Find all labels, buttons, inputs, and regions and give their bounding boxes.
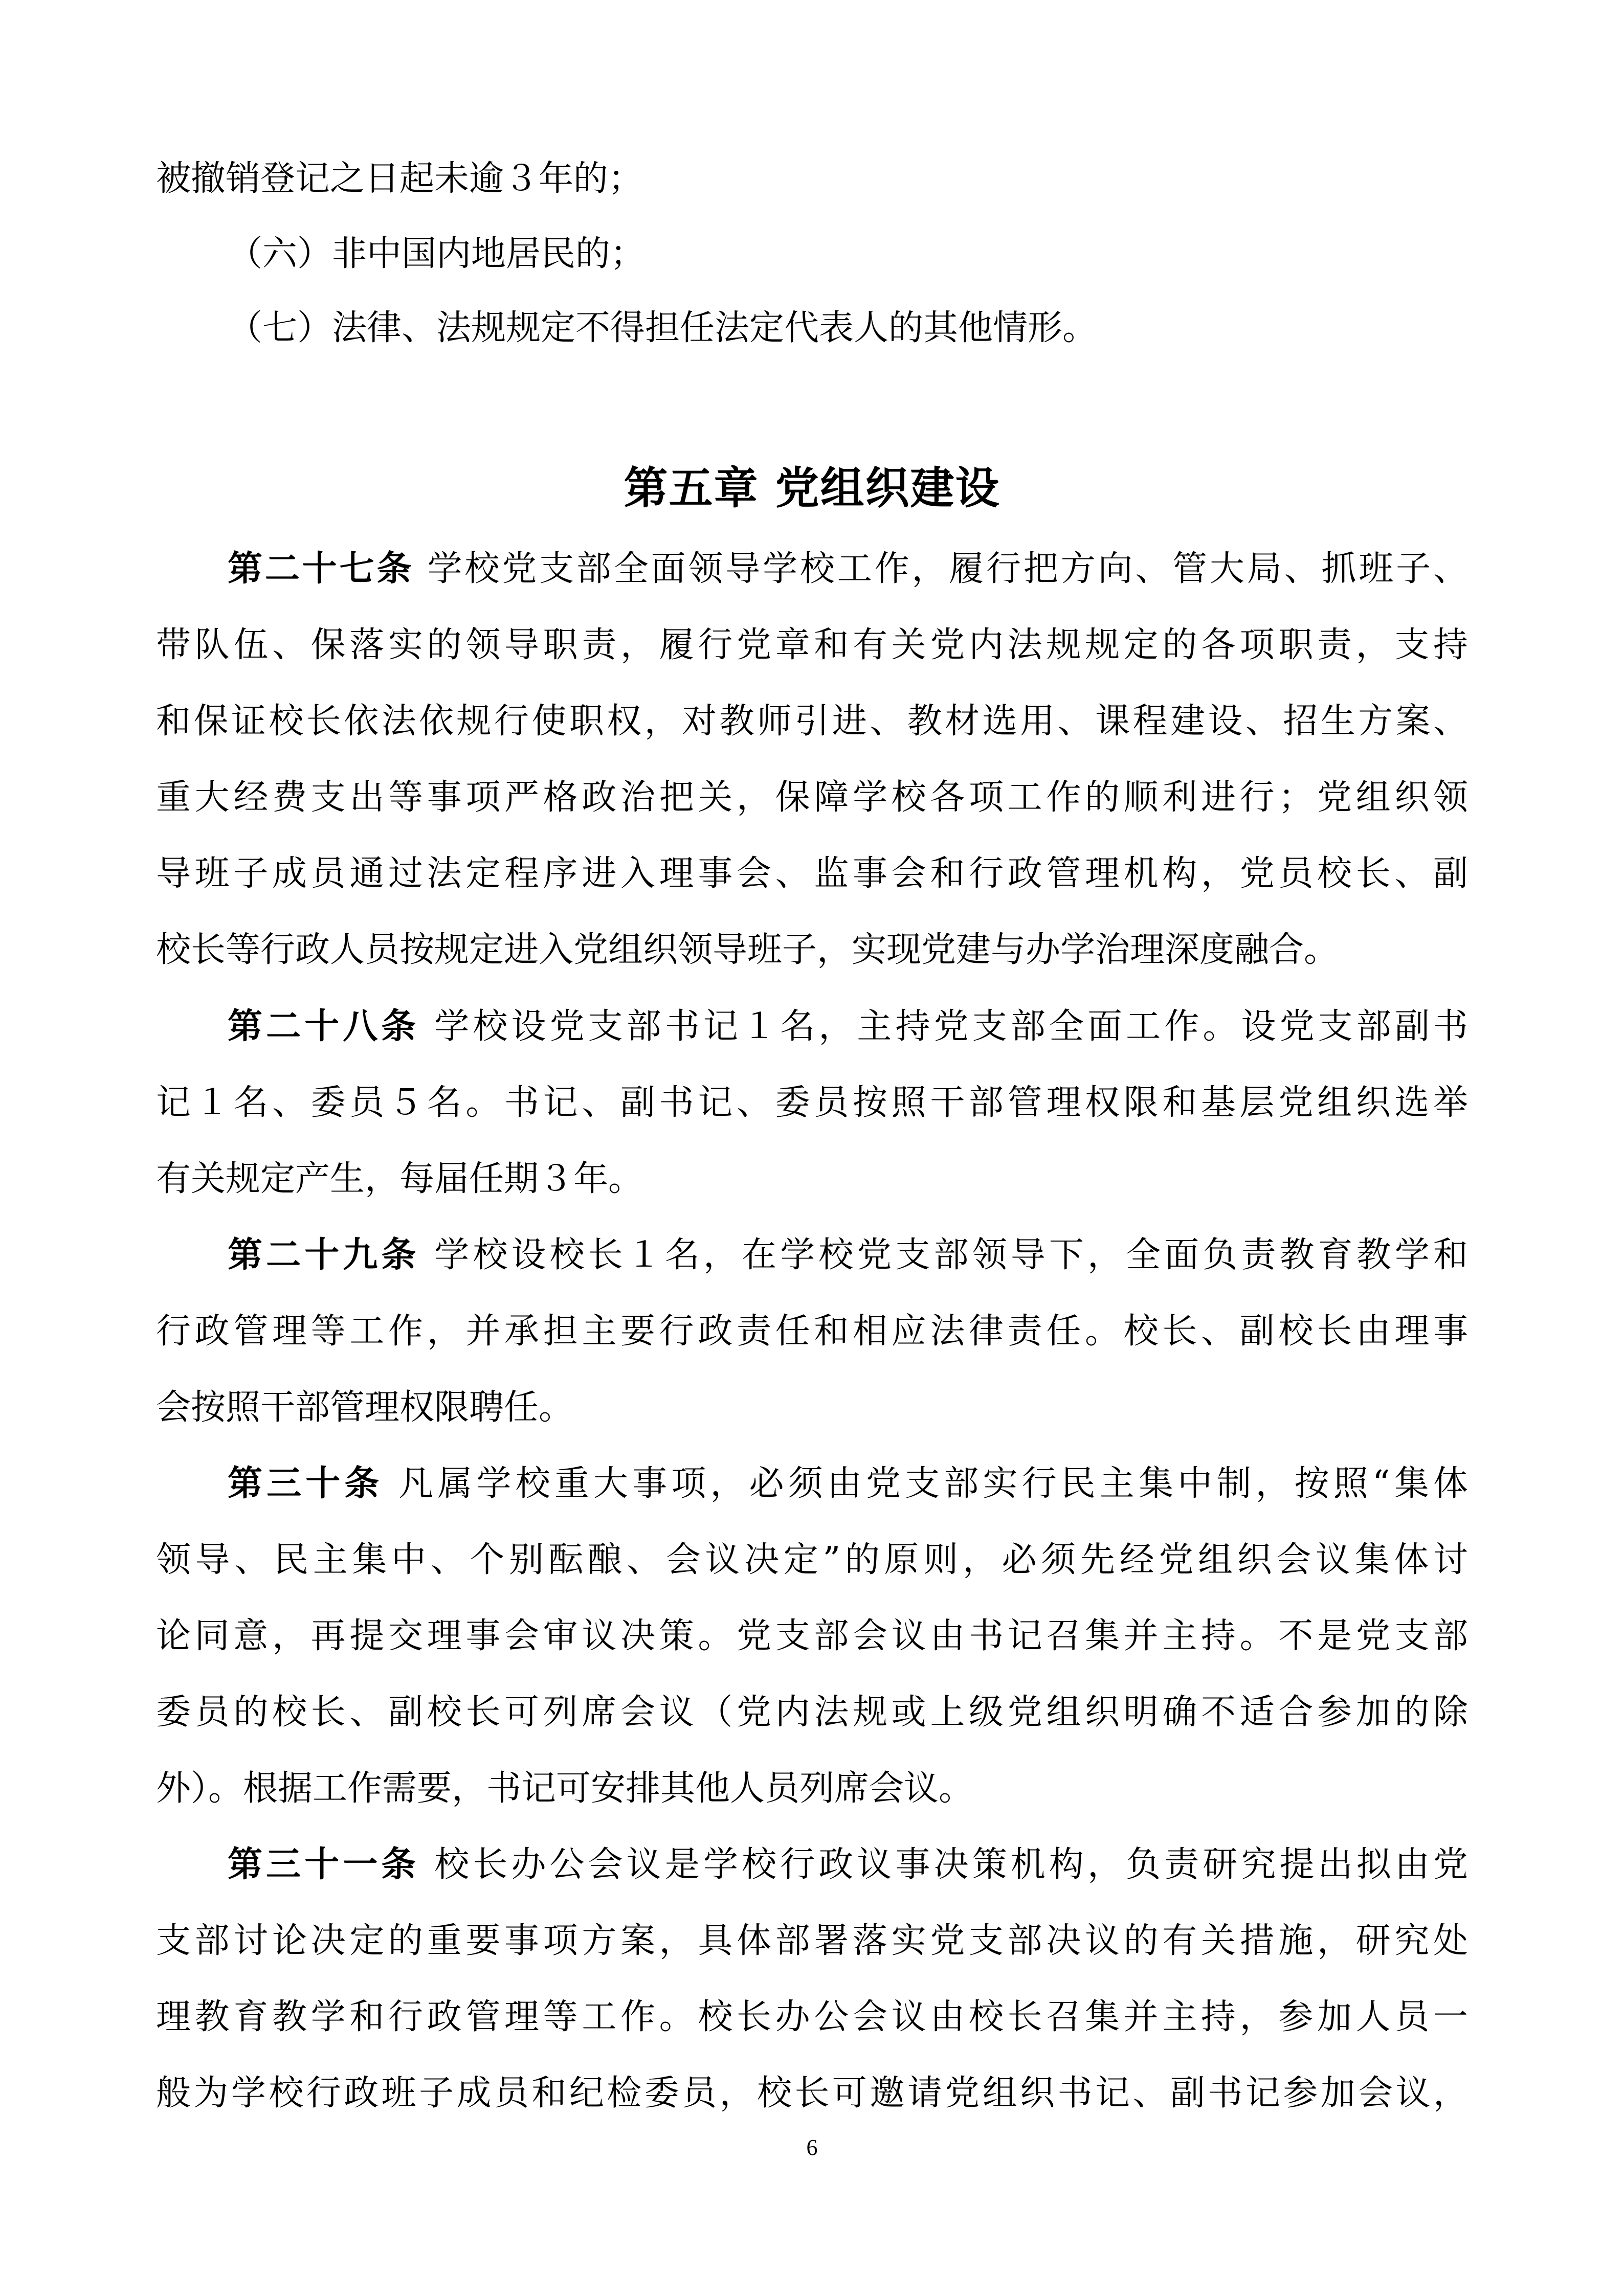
article-30-line-5: 外）。根据工作需要，书记可安排其他人员列席会议。 [156,1768,974,1809]
article-29-line-1 [228,1230,1468,1281]
article-30-line-3: 论同意，再提交理事会审议决策。党支部会议由书记召集并主持。不是党支部 [156,1616,1468,1656]
article-28-line-3: 有关规定产生，每届任期３年。 [156,1159,643,1199]
page-number: 6 [806,2135,818,2160]
chapter-title: 第五章 党组织建设 [624,463,1000,514]
article-27-line-3: 和保证校长依法依规行使职权，对教师引进、教材选用、课程建设、招生方案、 [156,701,1468,741]
article-label: 第二十八条 [228,1006,420,1047]
article-27-line-1 [228,544,1468,595]
article-text: 学校设校长１名，在学校党支部领导下，全面负责教育教学和 [419,1235,1468,1275]
article-text: 学校设党支部书记１名，主持党支部全面工作。设党支部副书 [419,1006,1468,1047]
article-29-line-2: 行政管理等工作，并承担主要行政责任和相应法律责任。校长、副校长由理事 [156,1311,1468,1352]
article-28-line-1 [228,1001,1468,1052]
article-30-line-1 [228,1458,1468,1510]
article-31-line-3: 理教育教学和行政管理等工作。校长办公会议由校长召集并主持，参加人员一 [156,1997,1468,2037]
article-text: 校长办公会议是学校行政议事决策机构，负责研究提出拟由党 [419,1844,1468,1885]
article-29-line-3: 会按照干部管理权限聘任。 [156,1387,574,1428]
continuation-line: 被撤销登记之日起未逾３年的； [156,159,643,199]
article-27-line-6: 校长等行政人员按规定进入党组织领导班子，实现党建与办学治理深度融合。 [156,930,1339,970]
article-label: 第二十九条 [228,1235,420,1275]
article-text: 学校党支部全面领导学校工作，履行把方向、管大局、抓班子、 [414,549,1468,589]
article-31-line-4: 般为学校行政班子成员和纪检委员，校长可邀请党组织书记、副书记参加会议， [156,2073,1468,2113]
article-30-line-4: 委员的校长、副校长可列席会议（党内法规或上级党组织明确不适合参加的除 [156,1692,1468,1732]
list-item-7: （七）法律、法规规定不得担任法定代表人的其他情形。 [228,308,1098,348]
article-27-line-5: 导班子成员通过法定程序进入理事会、监事会和行政管理机构，党员校长、副 [156,853,1468,894]
article-27-line-2: 带队伍、保落实的领导职责，履行党章和有关党内法规规定的各项职责，支持 [156,625,1468,665]
article-31-line-1 [228,1839,1468,1890]
article-text: 凡属学校重大事项，必须由党支部实行民主集中制，按照“集体 [383,1464,1468,1504]
list-item-6: （六）非中国内地居民的； [228,234,646,274]
article-label: 第三十条 [228,1464,384,1504]
article-30-line-2: 领导、民主集中、个别酝酿、会议决定”的原则，必须先经党组织会议集体讨 [156,1540,1468,1580]
article-label: 第二十七条 [228,549,414,589]
article-28-line-2: 记１名、委员５名。书记、副书记、委员按照干部管理权限和基层党组织选举 [156,1083,1468,1123]
article-27-line-4: 重大经费支出等事项严格政治把关，保障学校各项工作的顺利进行；党组织领 [156,777,1468,818]
article-label: 第三十一条 [228,1844,420,1885]
article-31-line-2: 支部讨论决定的重要事项方案，具体部署落实党支部决议的有关措施，研究处 [156,1921,1468,1961]
